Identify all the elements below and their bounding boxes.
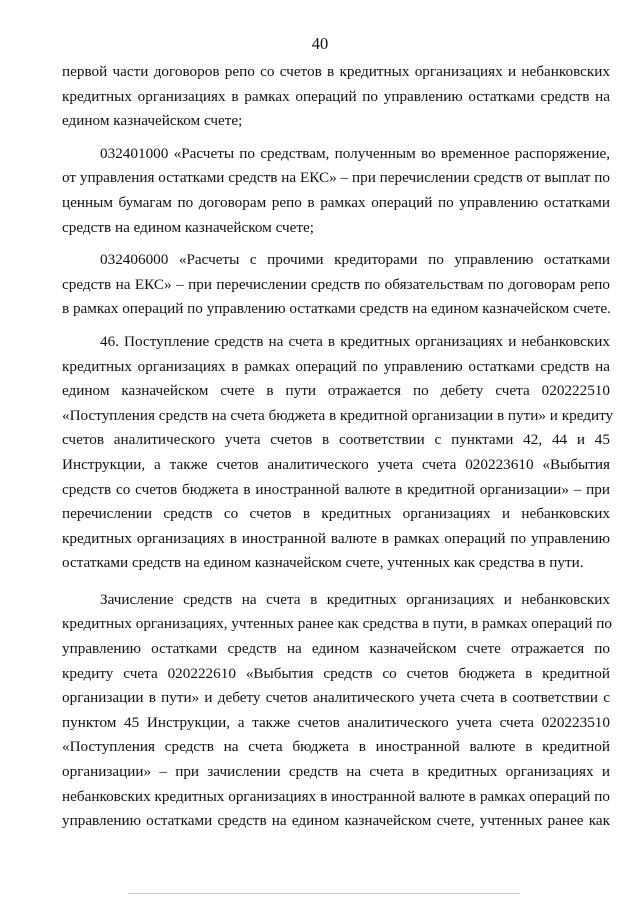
text-line: едином казначейском счете в пути отражается по дебету счета 020222510	[62, 382, 610, 400]
text-line: 46. Поступление средств на счета в кредитных организациях и небанковских	[100, 332, 610, 350]
text-line: Зачисление средств на счета в кредитных организациях и небанковских	[100, 590, 610, 608]
scan-edge-line	[128, 893, 520, 894]
page-number: 40	[311, 34, 329, 53]
text-line: Инструкции, а также счетов аналитического учета счета 020223610 «Выбытия	[62, 455, 610, 473]
text-line: средств на едином казначейском счете;	[62, 218, 314, 236]
text-line: ценным бумагам по договорам репо в рамках операций по управлению остатками	[62, 193, 610, 211]
text-line: пунктом 45 Инструкции, а также счетов аналитического учета счета 020223510	[62, 713, 610, 731]
text-line: средств на ЕКС» – при перечислении средств по обязательствам по договорам репо	[62, 275, 610, 293]
text-line: кредитных организациях в рамках операций по управлению остатками средств на	[62, 357, 610, 375]
text-line: небанковских кредитных организациях в иностранной валюте в рамках операций по	[62, 787, 610, 805]
paragraph-continuation	[62, 60, 610, 134]
paragraph-crediting	[62, 588, 613, 834]
text-line: в рамках операций по управлению остатками средств на едином казначейском счете.	[62, 300, 611, 318]
paragraph-item-46	[62, 330, 614, 576]
text-line: кредитных организациях в рамках операций по управлению остатками средств на	[62, 87, 610, 105]
text-line: 032406000 «Расчеты с прочими кредиторами по управлению остатками	[100, 251, 610, 269]
paragraph-032406000	[62, 248, 610, 322]
text-line: едином казначейском счете;	[62, 112, 243, 130]
text-line: организации в пути» и дебету счетов аналитического учета счета в соответствии с	[62, 689, 610, 707]
text-line: счетов аналитического учета счетов в соответствии с пунктами 42, 44 и 45	[62, 431, 610, 449]
text-line: управлению остатками средств на едином казначейском счете отражается по	[62, 640, 610, 658]
text-line: перечислении средств со счетов в кредитных организациях и небанковских	[62, 505, 610, 523]
document-body	[62, 60, 614, 834]
text-line: остатками средств на едином казначейском счете, учтенных как средства в пути.	[62, 554, 584, 572]
text-line: первой части договоров репо со счетов в кредитных организациях и небанковских	[62, 63, 610, 80]
text-line: управлению остатками средств на едином казначейском счете, учтенных ранее как	[62, 812, 610, 830]
text-line: кредитных организациях, учтенных ранее как средства в пути, в рамках операций по	[62, 615, 613, 633]
paragraph-032401000	[62, 142, 610, 240]
text-line: средств со счетов бюджета в иностранной валюте в кредитной организации» – при	[62, 480, 610, 498]
text-line: кредиту счета 020222610 «Выбытия средств со счетов бюджета в кредитной	[62, 664, 610, 682]
text-line: «Поступления средств на счета бюджета в кредитной организации в пути» и кредиту	[62, 406, 614, 424]
text-line: кредитных организациях в иностранной валюте в рамках операций по управлению	[62, 529, 610, 547]
text-line: 032401000 «Расчеты по средствам, полученным во временное распоряжение,	[100, 144, 610, 162]
text-line: организации» – при зачислении средств на счета в кредитных организациях и	[62, 763, 610, 781]
text-line: «Поступления средств на счета бюджета в иностранной валюте в кредитной	[62, 738, 610, 756]
text-line: от управления остатками средств на ЕКС» – при перечислении средств от выплат по	[62, 169, 610, 187]
